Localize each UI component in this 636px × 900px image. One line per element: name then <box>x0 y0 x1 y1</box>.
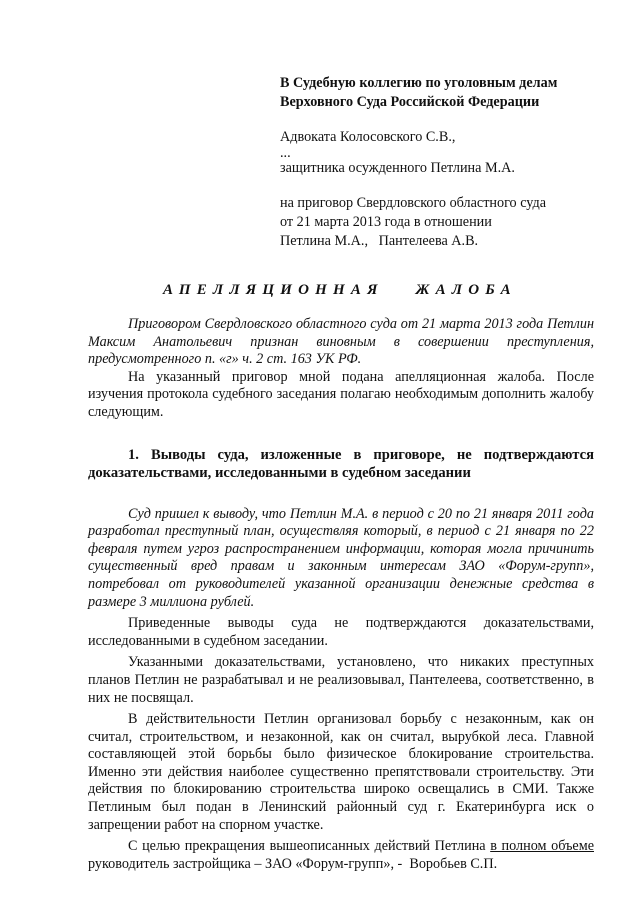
p7-end: руководитель застройщика – ЗАО «Форум-групп», - Воробьев С.П. <box>88 838 598 872</box>
section-1-heading: 1. Выводы суда, изложенные в приговоре, не подтверждаются доказательствами, исследованными в судебном заседании <box>88 446 594 481</box>
dots-line: ... <box>280 145 291 161</box>
verdict-line-3: Петлина М.А., Пантелеева А.В. <box>280 233 479 249</box>
p7-underlined: в полном объеме <box>490 838 594 855</box>
verdict-line-2: от 21 марта 2013 года в отношении <box>280 214 492 230</box>
paragraph-cessation-purpose <box>88 838 598 873</box>
paragraph-verdict-summary: Приговором Свердловского областного суда от 21 марта 2013 года Петлин Максим Анатольевич признан виновным в совершении преступления, предусмотренного п. «г» ч. 2 ст. 163 УК РФ. <box>88 316 594 368</box>
paragraph-evidence: Указанными доказательствами, установлено, что никаких преступных планов Петлин не разрабатывал и не реализовывал, Пантелеева, соответственно, в них не посвящал. <box>88 654 594 706</box>
document-body <box>88 316 598 873</box>
paragraph-not-supported: Приведенные выводы суда не подтверждаются доказательствами, исследованными в судебном заседании. <box>88 615 594 649</box>
p7-start: С целью прекращения вышеописанных действий Петлина <box>128 838 491 855</box>
court-line-1: В Судебную коллегию по уголовным делам <box>280 75 558 91</box>
advocate-line: Адвоката Колосовского С.В., <box>280 129 456 145</box>
defender-line: защитника осужденного Петлина М.А. <box>280 160 515 176</box>
court-addressee <box>280 74 620 112</box>
court-line-2: Верховного Суда Российской Федерации <box>280 94 540 110</box>
verdict-line-1: на приговор Свердловского областного суда <box>280 195 547 211</box>
paragraph-court-conclusion: Суд пришел к выводу, что Петлин М.А. в период с 20 по 21 января 2011 года разработал преступный план, осуществляя который, в период с 21 января по 22 февраля путем угроз распространением информации, которая могла причинить существенный вред правам и законным интересам ЗАО «Форум-групп», потребовал от руководителей указанной организации денежные средства в размере 3 миллиона рублей. <box>88 505 594 610</box>
paragraph-complaint-filed: На указанный приговор мной подана апелляционная жалоба. После изучения протокола судебного заседания полагаю необходимым дополнить жалобу следующим. <box>88 368 594 420</box>
document-title: АПЕЛЛЯЦИОННАЯ ЖАЛОБА <box>163 282 517 298</box>
paragraph-actual-events: В действительности Петлин организовал борьбу с незаконным, как он считал, строительством, и незаконной, как он считал, вырубкой леса. Главной составляющей этой борьбы было физическое блокирование строительства. Именно эти действия наиболее существенно препятствовали строительству. Эти действия по блокированию строительства широко освещались в СМИ. Также Петлиным был подан в Ленинский районный суд г. Екатеринбурга иск о запрещении работ на спорном участке. <box>88 711 594 833</box>
addressee-header <box>280 74 620 251</box>
